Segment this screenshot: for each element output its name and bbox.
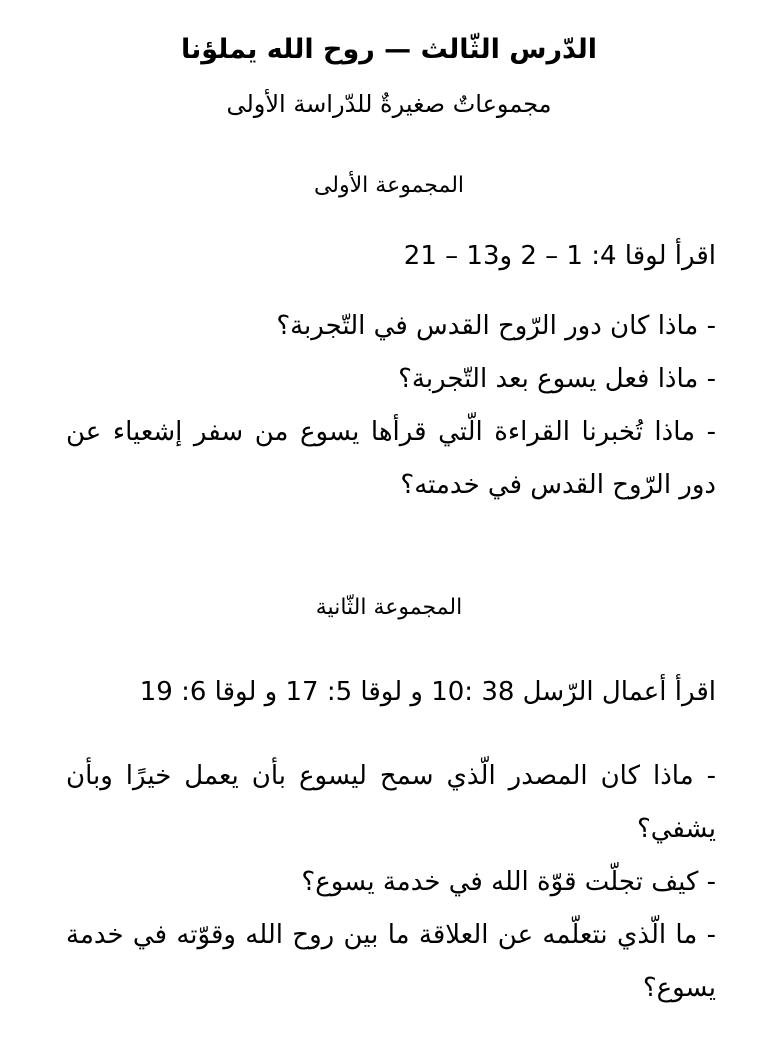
lesson-title: الدّرس الثّالث — روح الله يملؤنا xyxy=(180,34,598,65)
group1-question-1: - ماذا كان دور الرّوح القدس في التّجربة؟ xyxy=(276,311,716,341)
group1-questions xyxy=(66,300,716,512)
group1-heading: المجموعة الأولى xyxy=(313,173,465,198)
group2-question-2: - كيف تجلّت قوّة الله في خدمة يسوع؟ xyxy=(301,867,716,897)
lesson-subtitle: مجموعاتٌ صغيرةٌ للدّراسة الأولى xyxy=(226,90,552,118)
group2-question-3: - ما الّذي نتعلّمه عن العلاقة ما بين روح الله وقوّته في خدمة يسوع؟ xyxy=(66,920,716,1003)
group2-reading: اقرأ أعمال الرّسل 38 :10 و لوقا 5: 17 و لوقا 6: 19 xyxy=(139,677,716,707)
group1-reading: اقرأ لوقا 4: 1 – 2 و13 – 21 xyxy=(403,241,716,271)
group1-question-3: - ماذا تُخبرنا القراءة الّتي قرأها يسوع من سفر إشعياء عن دور الرّوح القدس في خدمته؟ xyxy=(66,417,716,500)
group2-question-1: - ماذا كان المصدر الّذي سمح ليسوع بأن يعمل خيرًا وبأن يشفي؟ xyxy=(66,761,716,844)
group1-question-2: - ماذا فعل يسوع بعد التّجربة؟ xyxy=(398,364,716,394)
group2-heading: المجموعة الثّانية xyxy=(315,595,463,620)
group2-questions xyxy=(66,750,716,1015)
